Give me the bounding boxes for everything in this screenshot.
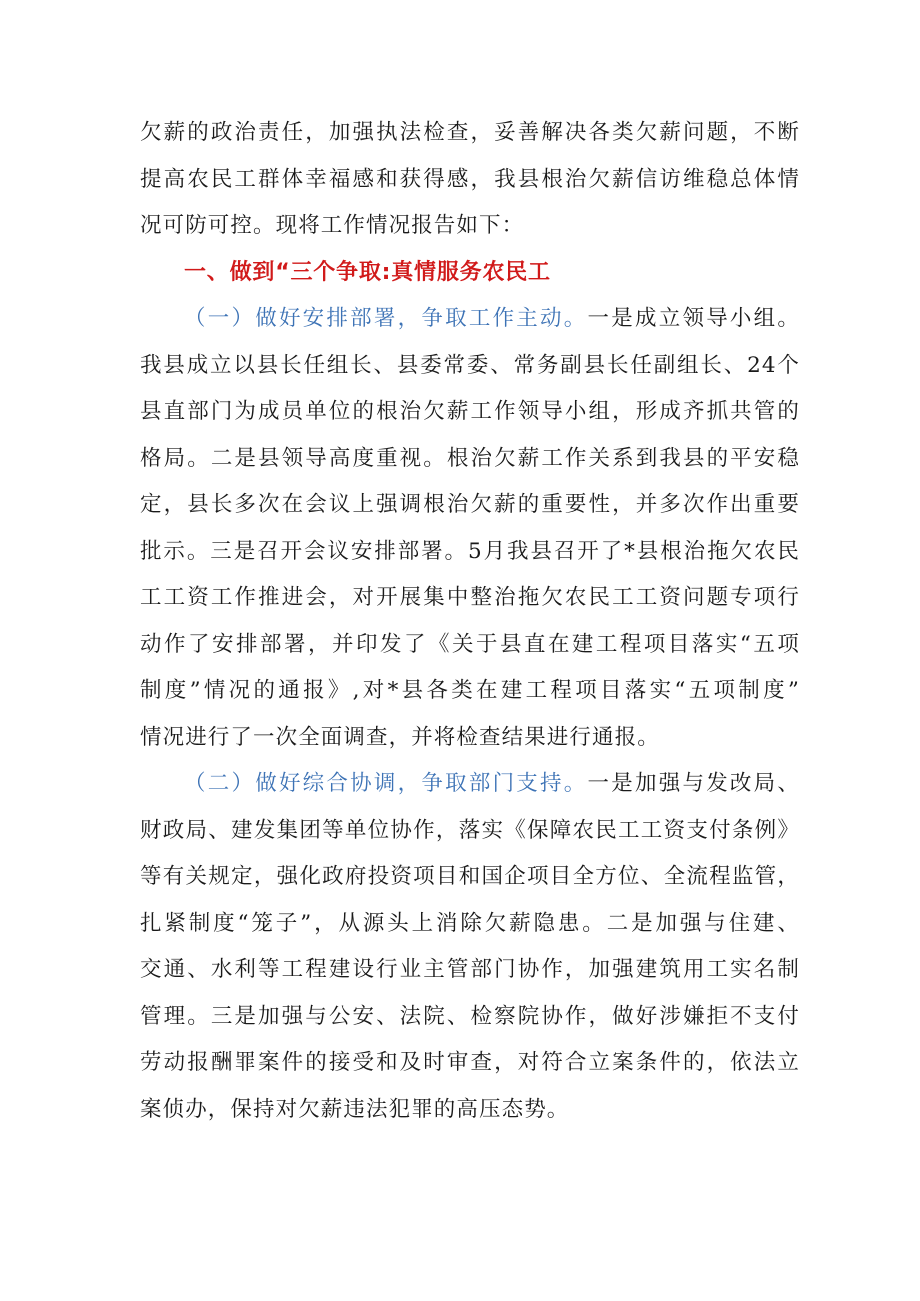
paragraph-line: 财政局、建发集团等单位协作，落实《保障农民工工资支付条例》 <box>140 817 800 843</box>
paragraph-line: 格局。二是县领导高度重视。根治欠薪工作关系到我县的平安稳 <box>140 445 800 471</box>
paragraph-line: 我县成立以县长任组长、县委常委、常务副县长任副组长、24个 <box>140 352 800 378</box>
paragraph-line: 管理。三是加强与公安、法院、检察院协作，做好涉嫌拒不支付 <box>140 1003 800 1029</box>
intro-line-1: 欠薪的政治责任，加强执法检查，妥善解决各类欠薪问题，不断 <box>140 120 800 145</box>
paragraph-line: 县直部门为成员单位的根治欠薪工作领导小组，形成齐抓共管的 <box>140 399 800 424</box>
paragraph-line: 案侦办，保持对欠薪违法犯罪的高压态势。 <box>140 1096 570 1122</box>
sub1-first-line <box>140 296 800 343</box>
paragraph-line: 定，县长多次在会议上强调根治欠薪的重要性，并多次作出重要 <box>140 492 800 517</box>
sub2-first-line-rest: 一是加强与发改局、 <box>587 771 801 796</box>
sub1-title: （一）做好安排部署，争取工作主动。 <box>184 306 588 331</box>
intro-line-2: 提高农民工群体幸福感和获得感，我县根治欠薪信访维稳总体情 <box>140 166 800 192</box>
sub1-first-line-rest: 一是成立领导小组。 <box>587 306 801 331</box>
section-heading: 一、做到“三个争取:真情服务农民工 <box>184 259 551 285</box>
sub2-title: （二）做好综合协调，争取部门支持。 <box>184 771 588 796</box>
document-page <box>140 110 800 1133</box>
paragraph-line: 动作了安排部署，并印发了《关于县直在建工程项目落实“五项 <box>140 631 800 657</box>
paragraph-line: 劳动报酬罪案件的接受和及时审查，对符合立案条件的，依法立 <box>140 1050 800 1075</box>
paragraph-line: 制度”情况的通报》,对*县各类在建工程项目落实“五项制度” <box>140 678 800 703</box>
paragraph-line: 工工资工作推进会，对开展集中整治拖欠农民工工资问题专项行 <box>140 585 800 610</box>
sub2-first-line <box>140 761 800 808</box>
paragraph-line: 等有关规定，强化政府投资项目和国企项目全方位、全流程监管， <box>140 864 800 889</box>
paragraph-line: 批示。三是召开会议安排部署。5月我县召开了*县根治拖欠农民 <box>140 538 800 564</box>
paragraph-line: 情况进行了一次全面调查，并将检查结果进行通报。 <box>140 724 660 750</box>
paragraph-line: 扎紧制度“笼子”，从源头上消除欠薪隐患。二是加强与住建、 <box>140 910 800 936</box>
paragraph-line: 交通、水利等工程建设行业主管部门协作，加强建筑用工实名制 <box>140 957 800 982</box>
intro-line-3: 况可防可控。现将工作情况报告如下： <box>140 213 525 238</box>
